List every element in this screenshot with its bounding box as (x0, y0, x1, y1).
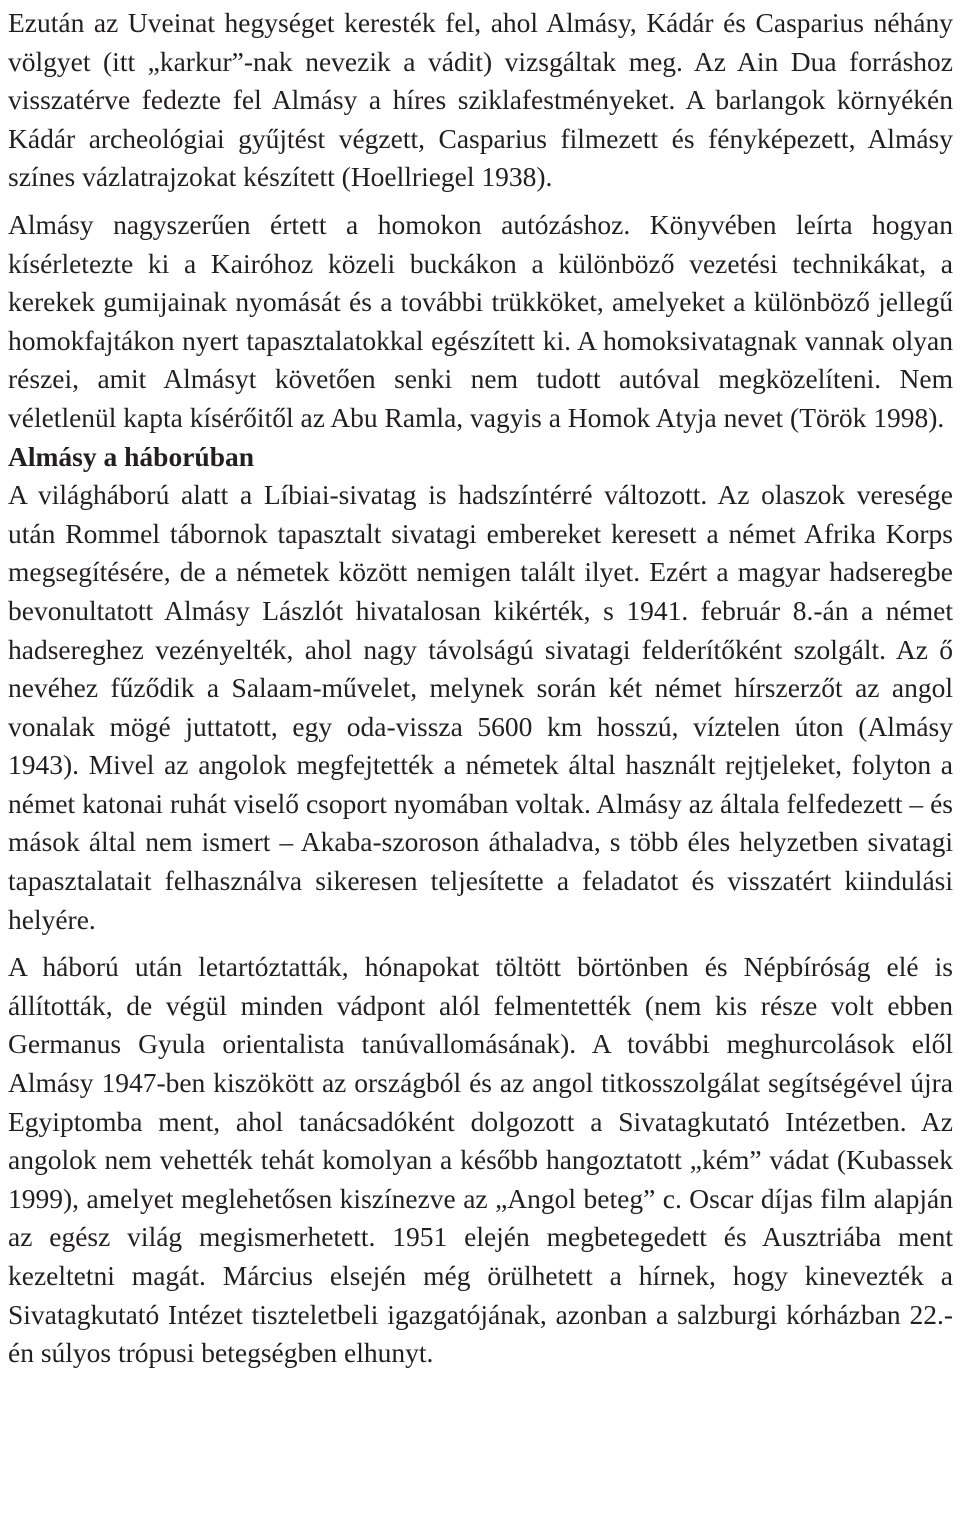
paragraph-sand-driving: Almásy nagyszerűen értett a homokon autózáshoz. Könyvében leírta hogyan kísérletezte ki a Kairóhoz közeli buckákon a különböző vezetési technikákat, a kerekek gumijainak nyomását és a további trükköket, amelyeket a különböző jellegű homokfajtákon nyert tapasztalatokkal egészített ki. A homoksivatagnak vannak olyan részei, amit Almásyt követően senki nem tudott autóval megközelíteni. Nem véletlenül kapta kísérőitől az Abu Ramla, vagyis a Homok Atyja nevet (Török 1998). (8, 208, 953, 433)
document-page (8, 4, 953, 1373)
paragraph-uweinat-expedition: Ezután az Uveinat hegységet keresték fel, ahol Almásy, Kádár és Casparius néhány völgyet (itt „karkur”-nak nevezik a vádit) vizsgáltak meg. Az Ain Dua forráshoz visszatérve fedezte fel Almásy a híres sziklafestményeket. A barlangok környékén Kádár archeológiai gyűjtést végzett, Casparius filmezett és fényképezett, Almásy színes vázlatrajzokat készített (Hoellriegel 1938). (8, 7, 953, 193)
paragraph-after-war: A háború után letartóztatták, hónapokat töltött börtönben és Népbíróság elé is állították, de végül minden vádpont alól felmentették (nem kis része volt ebben Germanus Gyula orientalista tanúvallomásának). A további meghurcolások elől Almásy 1947-ben kiszökött az országból és az angol titkosszolgálat segítségével újra Egyiptomba ment, ahol tanácsadóként dolgozott a Sivatagkutató Intézetben. Az angolok nem vehették tehát komolyan a később hangoztatott „kém” vádat (Kubassek 1999), amelyet meglehetősen kiszínezve az „Angol beteg” c. Oscar díjas film alapján az egész világ megismerhetett. 1951 elején megbetegedett és Ausztriába ment kezeltetni magát. Március elsején még örülhetett a hírnek, hogy kinevezték a Sivatagkutató Intézet tiszteletbeli igazgatójának, azonban a salzburgi kórházban 22.-én súlyos trópusi betegségben elhunyt. (8, 951, 953, 1369)
section-heading: Almásy a háborúban (8, 440, 255, 472)
paragraph-war-service: A világháború alatt a Líbiai-sivatag is hadszíntérré változott. Az olaszok veresége után Rommel tábornok tapasztalt sivatagi embereket keresett a német Afrika Korps megsegítésére, de a németek között nemigen talált ilyet. Ezért a magyar hadseregbe bevonultatott Almásy Lászlót hivatalosan kikérték, s 1941. február 8.-án a német hadsereghez vezényelték, ahol nagy távolságú sivatagi felderítőként szolgált. Az ő nevéhez fűződik a Salaam-művelet, melynek során két német hírszerzőt az angol vonalak mögé juttatott, egy oda-vissza 5600 km hosszú, víztelen úton (Almásy 1943). Mivel az angolok megfejtették a németek által használt rejtjeleket, folyton a német katonai ruhát viselő csoport nyomában voltak. Almásy az általa felfedezett – és mások által nem ismert – Akaba-szoroson áthaladva, s több éles helyzetben sivatagi tapasztalatait felhasználva sikeresen teljesítette a feladatot és visszatért kiindulási helyére. (8, 479, 953, 935)
